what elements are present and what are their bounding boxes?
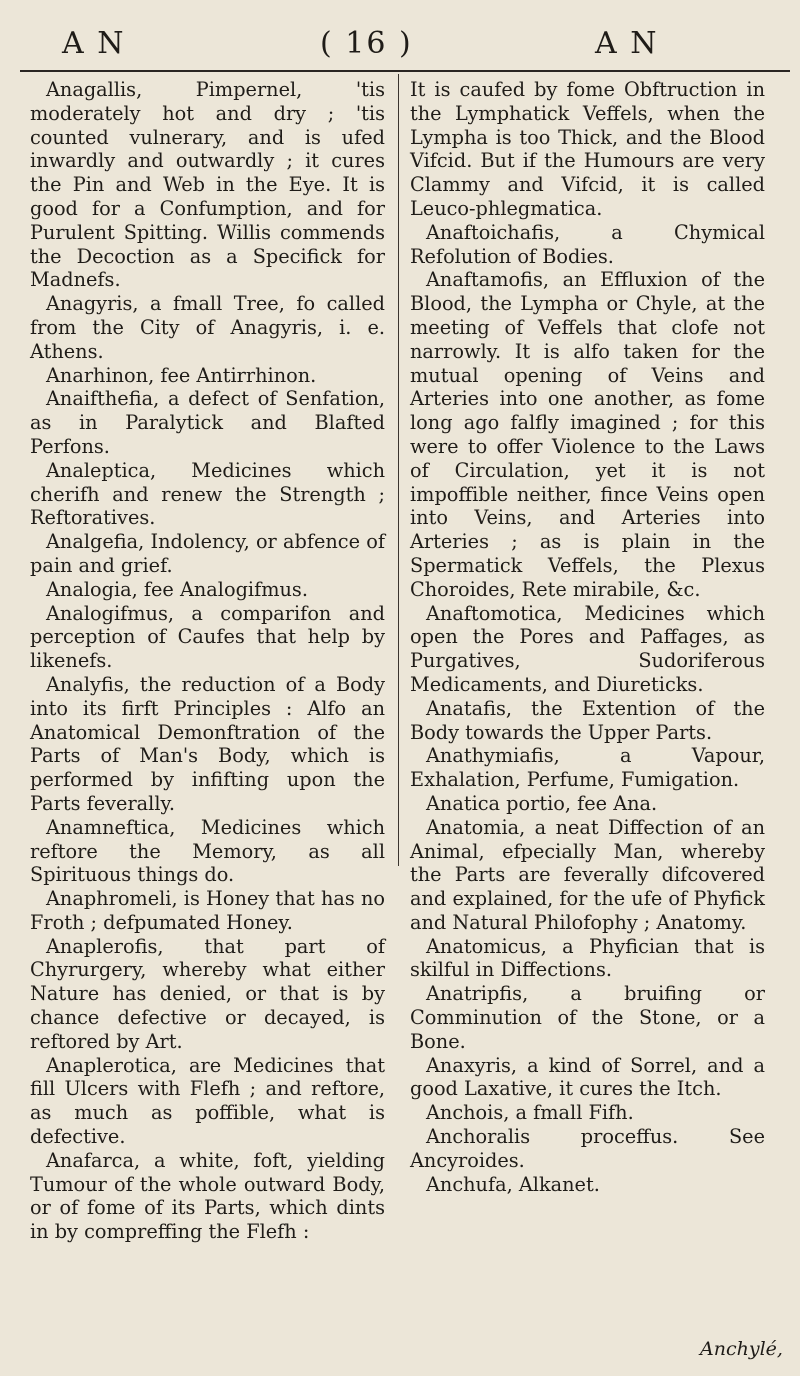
- header-left: A N: [62, 26, 126, 61]
- entry-anchufa: Anchufa, Alkanet.: [426, 1172, 600, 1196]
- entry-anchois: Anchois, a fmall Fifh.: [426, 1101, 634, 1125]
- entry-anatomicus: Anatomicus, a Phyfician that is skilful in Diffections.: [410, 934, 765, 982]
- entry-analogia: Analogia, fee Analogifmus.: [46, 577, 308, 601]
- entry-anaifthefia: Anaifthefia, a defect of Senfation, as in Paralytick and Blafted Perfons.: [30, 387, 385, 458]
- entry-anchoralis: Anchoralis proceffus. See Ancyroides.: [410, 1125, 765, 1172]
- entry-anathymiafis: Anathymiafis, a Vapour, Exhalation, Perfume, Fumigation.: [410, 744, 765, 792]
- entry-anagyris: Anagyris, a fmall Tree, fo called from the City of Anagyris, i. e. Athens.: [30, 292, 385, 363]
- entry-anafarca: Anafarca, a white, foft, yielding Tumour of the whole outward Body, or of fome of its Parts, which dints in by compreffing the Flefh :: [30, 1148, 385, 1244]
- entry-anaftoichafis: Anaftoichafis, a Chymical Refolution of Bodies.: [410, 220, 765, 268]
- entry-analeptica: Analeptica, Medicines which cherifh and renew the Strength ; Reftoratives.: [30, 458, 385, 530]
- catchword: Anchylé,: [700, 1338, 783, 1360]
- header-right: A N: [595, 26, 659, 61]
- entry-anatomia: Anatomia, a neat Diffection of an Animal, efpecially Man, whereby the Parts are feverally difcovered and explained, for the ufe of Phyfick and Natural Philofophy ; Anatomy.: [410, 815, 765, 934]
- entry-anaxyris: Anaxyris, a kind of Sorrel, and a good Laxative, it cures the Itch.: [410, 1053, 765, 1101]
- entry-anaftamofis: Anaftamofis, an Effluxion of the Blood, the Lympha or Chyle, at the meeting of Veffels that clofe not narrowly. It is alfo taken for the mutual opening of Veins and Arteries into one another, as fome long ago falfly imagined ; for this were to offer Violence to the Laws of Circulation, yet it is not impoffible neither, fince Veins open into Veins, and Arteries into Arteries ; as is plain in the Spermatick Veffels, the Plexus Choroides, Rete mirabile, &c.: [410, 268, 765, 601]
- entry-anaplerotica: Anaplerotica, are Medicines that fill Ulcers with Flefh ; and reftore, as much as poffible, what is defective.: [30, 1053, 385, 1149]
- entry-anarhinon: Anarhinon, fee Antirrhinon.: [46, 363, 317, 387]
- entry-anafarca-cont: It is caufed by fome Obftruction in the Lymphatick Veffels, when the Lympha is too Thick, and the Blood Vifcid. But if the Humours are very Clammy and Vifcid, it is called Leuco-phlegmatica.: [410, 78, 765, 220]
- page-number: ( 16 ): [320, 26, 413, 61]
- entry-anagallis: Anagallis, Pimpernel, 'tis moderately hot and dry ; 'tis counted vulnerary, and is ufed inwardly and outwardly ; it cures the Pin and Web in the Eye. It is good for a Confumption, and for Purulent Spitting. Willis commends the Decoction as a Specifick for Madnefs.: [30, 78, 385, 292]
- entry-anamneftica: Anamneftica, Medicines which reftore the Memory, as all Spirituous things do.: [30, 815, 385, 887]
- column-divider: [398, 74, 399, 866]
- right-column: [410, 78, 765, 1196]
- left-column: [30, 78, 385, 1244]
- entry-anaplerofis: Anaplerofis, that part of Chyrurgery, whereby what either Nature has denied, or that is by chance defective or decayed, is reftored by Art.: [30, 934, 385, 1053]
- entry-anaftomotica: Anaftomotica, Medicines which open the Pores and Paffages, as Purgatives, Sudoriferous Medicaments, and Diureticks.: [410, 601, 765, 696]
- entry-anatafis: Anatafis, the Extention of the Body towards the Upper Parts.: [410, 696, 765, 744]
- entry-analyfis: Analyfis, the reduction of a Body into its firft Principles : Alfo an Anatomical Demonftration of the Parts of Man's Body, which is performed by infifting upon the Parts feverally.: [30, 672, 385, 815]
- running-header: [20, 18, 790, 72]
- entry-analogifmus: Analogifmus, a comparifon and perception of Caufes that help by likenefs.: [30, 601, 385, 673]
- entry-anatica-portio: Anatica portio, fee Ana.: [426, 791, 658, 815]
- entry-anaphromeli: Anaphromeli, is Honey that has no Froth ; defpumated Honey.: [30, 887, 385, 934]
- entry-anatripfis: Anatripfis, a bruifing or Comminution of the Stone, or a Bone.: [410, 982, 765, 1053]
- entry-analgefia: Analgefia, Indolency, or abfence of pain and grief.: [30, 530, 385, 577]
